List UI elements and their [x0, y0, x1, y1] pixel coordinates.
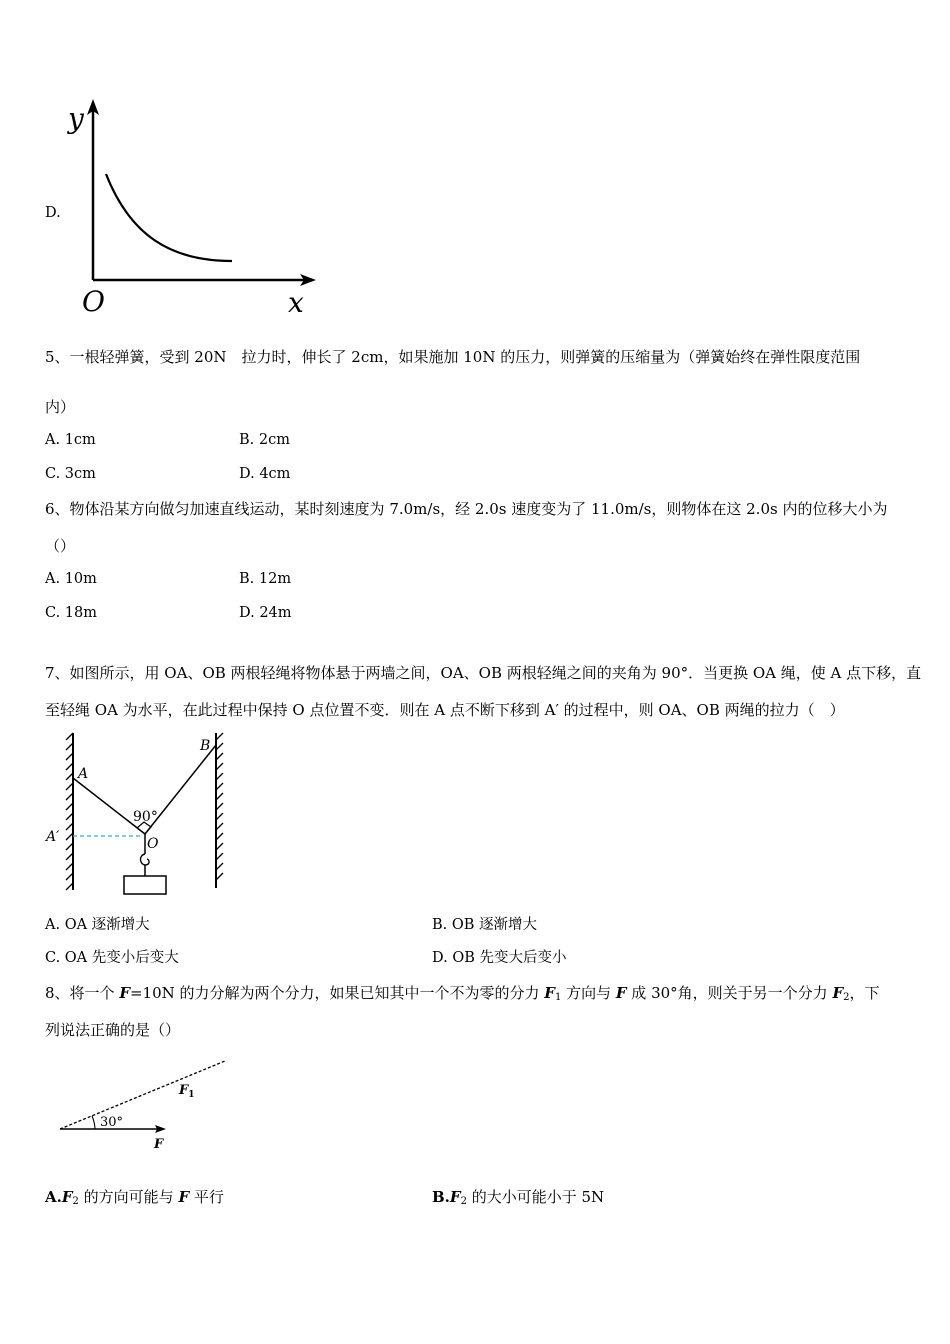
q6-stem-line2: （） [45, 537, 76, 555]
q7-rope-oa [73, 778, 145, 834]
q8-option-a [45, 1187, 224, 1212]
q8-var-f1: F [544, 984, 555, 1002]
q8-f1-label [178, 1083, 195, 1100]
q8-text-d: 成 30°角，则关于另一个分力 [626, 984, 833, 1002]
q5-option-c: C. 3cm [45, 466, 96, 482]
q4-x-label: x [288, 286, 304, 319]
q8-option-b-var: F [449, 1188, 461, 1206]
q5-stem-line1: 5、一根轻弹簧，受到 20N 拉力时，伸长了 2cm，如果施加 10N 的压力，则弹簧的压缩量为（弹簧始终在弹性限度范围 [45, 348, 861, 366]
q8-option-a-text1: 的方向可能与 [78, 1188, 179, 1206]
q7-hook [141, 854, 150, 865]
q8-var-f1-sub: 1 [554, 992, 562, 1003]
q8-option-b-sub: 2 [460, 1196, 467, 1207]
q7-option-a: A. OA 逐渐增大 [45, 917, 150, 933]
q7-label-a: A [78, 766, 89, 782]
q7-figure [40, 728, 240, 898]
q8-var-f-2: F [615, 984, 627, 1002]
q7-option-b: B. OB 逐渐增大 [432, 917, 538, 933]
q5-option-d: D. 4cm [239, 466, 291, 482]
q8-var-f2-sub: 2 [843, 992, 850, 1003]
q8-angle-label: 30° [100, 1115, 124, 1130]
q8-option-a-text2: 平行 [189, 1188, 224, 1206]
q8-option-b-prefix: B. [432, 1188, 450, 1206]
q7-weight-box [124, 876, 166, 894]
q4-y-label: y [68, 102, 84, 135]
q8-f-label: F [154, 1137, 164, 1152]
q8-option-b [432, 1187, 604, 1212]
q7-stem-line2: 至轻绳 OA 为水平，在此过程中保持 O 点位置不变．则在 A 点不断下移到 A′ 的过程中，则 OA、OB 两绳的拉力（ ） [45, 701, 845, 719]
q8-option-a-sub: 2 [72, 1196, 79, 1207]
q6-option-a: A. 10m [45, 571, 97, 587]
q8-stem-line2: 列说法正确的是（） [45, 1021, 181, 1039]
q6-option-b: B. 12m [239, 571, 292, 587]
q8-option-a-var: F [61, 1188, 73, 1206]
q5-option-b: B. 2cm [239, 432, 290, 448]
q8-text-b: =10N 的力分解为两个分力，如果已知其中一个不为零的分力 [129, 984, 545, 1002]
q8-option-a-prefix: A. [45, 1188, 62, 1206]
q8-stem-line1 [45, 983, 879, 1008]
q6-option-c: C. 18m [45, 605, 97, 621]
q8-text-a: 8、将一个 [45, 984, 120, 1002]
q8-f1-dashed-line [60, 1061, 225, 1129]
q7-label-b: B [200, 738, 211, 754]
q7-stem-line1: 7、如图所示，用 OA、OB 两根轻绳将物体悬于两墙之间，OA、OB 两根轻绳之间的夹角为 90°．当更换 OA 绳，使 A 点下移，直 [45, 664, 922, 682]
q8-text-e: ，下 [849, 984, 880, 1002]
q4-origin-label: O [82, 285, 105, 318]
q7-option-d: D. OB 先变大后变小 [432, 950, 567, 966]
q7-label-angle: 90° [133, 809, 158, 825]
q6-stem-line1: 6、物体沿某方向做匀加速直线运动，某时刻速度为 7.0m/s，经 2.0s 速度变为了 11.0m/s，则物体在这 2.0s 内的位移大小为 [45, 500, 888, 518]
q7-label-a-prime: A′ [46, 829, 60, 845]
q5-option-a: A. 1cm [45, 432, 96, 448]
q7-left-wall-hatch [66, 733, 73, 890]
q8-var-f: F [119, 984, 130, 1002]
q4-curve [106, 174, 232, 261]
q8-text-c: 方向与 [561, 984, 616, 1002]
q8-figure [55, 1055, 240, 1155]
q4-graph [60, 95, 330, 320]
q7-right-wall-hatch [216, 733, 223, 880]
q8-f1-label-sub: 1 [188, 1090, 195, 1100]
q8-angle-arc [92, 1116, 95, 1129]
q7-option-c: C. OA 先变小后变大 [45, 950, 179, 966]
q6-option-d: D. 24m [239, 605, 292, 621]
q8-f1-label-main: F [179, 1083, 189, 1098]
q4-option-d-label: D. [45, 205, 61, 221]
q7-label-o: O [147, 836, 159, 852]
q8-option-a-var2: F [178, 1188, 190, 1206]
q8-option-b-text1: 的大小可能小于 5N [466, 1188, 605, 1206]
q8-var-f2: F [832, 984, 844, 1002]
q5-stem-line2: 内） [45, 398, 76, 416]
